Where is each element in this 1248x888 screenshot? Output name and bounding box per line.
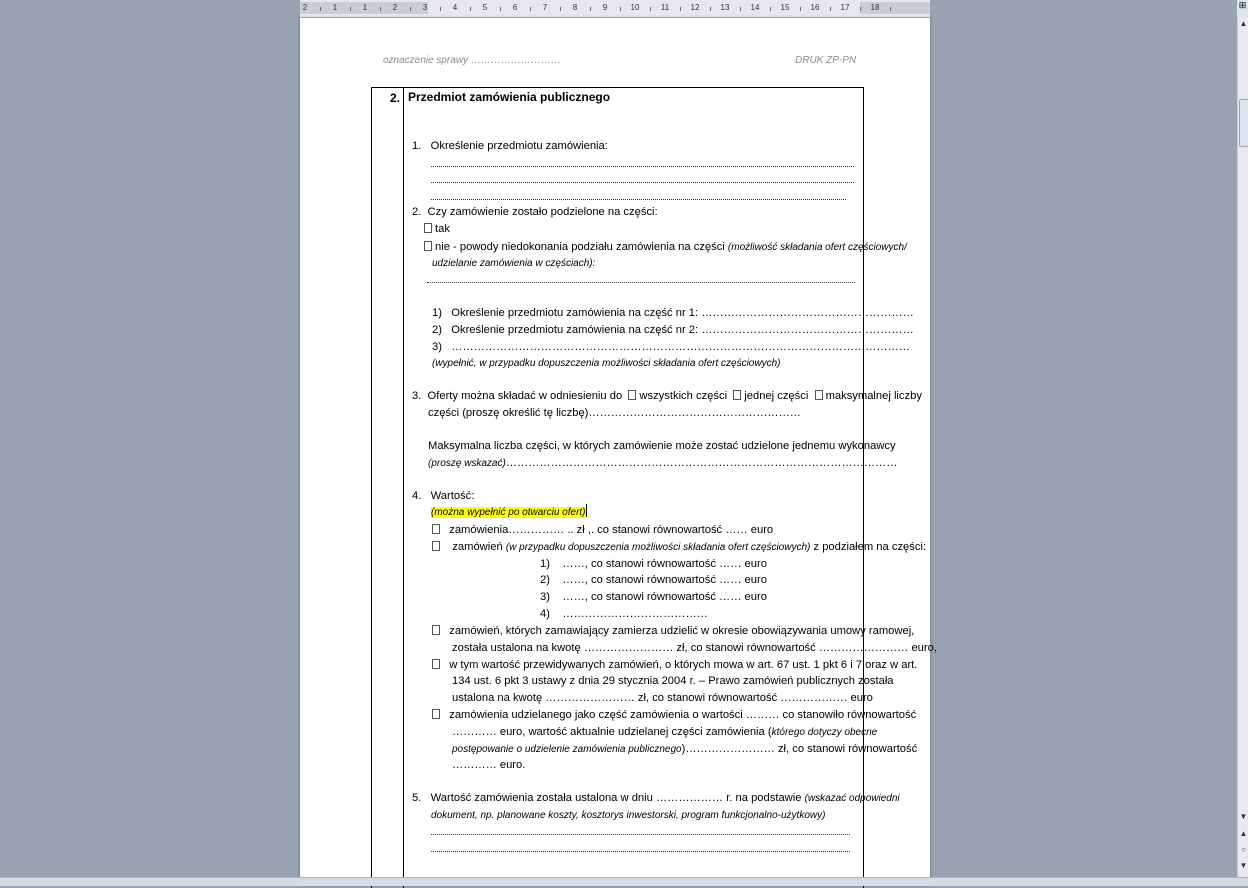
value-part-4: 4) ………………………………… bbox=[540, 608, 708, 620]
ruler-number: 5 bbox=[482, 3, 488, 12]
ruler-number: 1 bbox=[332, 3, 338, 12]
ruler-tick bbox=[320, 7, 321, 11]
horizontal-ruler[interactable] bbox=[300, 0, 930, 18]
q4-additional-2: 134 ust. 6 pkt 3 ustawy z dnia 29 stycznia 2004 r. – Prawo zamówień publicznych została bbox=[452, 675, 894, 687]
q4-framework-amount: została ustalona na kwotę …………………… zł, co stanowi równowartość …………………… euro, bbox=[452, 642, 937, 654]
ruler-tick bbox=[500, 7, 501, 11]
ruler-tick bbox=[350, 7, 351, 11]
q4-option-additional[interactable]: w tym wartość przewidywanych zamówień, o których mowa w art. 67 ust. 1 pkt 6 i 7 oraz w art. bbox=[432, 657, 917, 674]
ruler-tick bbox=[470, 7, 471, 11]
browse-object-icon[interactable]: ○ bbox=[1241, 845, 1246, 854]
ruler-number: 6 bbox=[512, 3, 518, 12]
ruler-number: 8 bbox=[572, 3, 578, 12]
vertical-scrollbar[interactable] bbox=[1237, 17, 1248, 877]
checkbox-icon[interactable] bbox=[815, 390, 823, 400]
checkbox-icon[interactable] bbox=[432, 709, 440, 719]
q3-line-2: części (proszę określić tę liczbę)………………………………………………… bbox=[428, 407, 801, 419]
ruler-number: 1 bbox=[362, 3, 368, 12]
fill-line[interactable] bbox=[431, 182, 854, 183]
ruler-tick bbox=[740, 7, 741, 11]
q4-additional-3: ustalona na kwotę …………………… zł, co stanowi równowartość ……………… euro bbox=[452, 692, 873, 704]
checkbox-icon[interactable] bbox=[733, 390, 741, 400]
previous-page-icon[interactable]: ▲ bbox=[1239, 829, 1248, 838]
ruler-number: 4 bbox=[452, 3, 458, 12]
section-content-cell[interactable] bbox=[404, 88, 937, 888]
document-page[interactable] bbox=[300, 18, 937, 885]
ruler-tick bbox=[440, 7, 441, 11]
q4-part-order-3: postępowanie o udzielenie zamówienia publicznego)…………………… zł, co stanowi równowartość bbox=[452, 743, 918, 755]
part-1-line: 1) Określenie przedmiotu zamówienia na część nr 1: ………………………………………………… bbox=[432, 307, 914, 319]
ruler-number: 2 bbox=[302, 3, 308, 12]
q4-part-order-4: ………… euro. bbox=[452, 759, 526, 771]
ruler-tick bbox=[680, 7, 681, 11]
fill-line[interactable] bbox=[431, 166, 854, 167]
value-part-1: 1) ……, co stanowi równowartość …… euro bbox=[540, 558, 767, 570]
q2-label: 2. Czy zamówienie zostało podzielone na części: bbox=[412, 206, 658, 218]
ruler-number: 2 bbox=[392, 3, 398, 12]
ruler-tick bbox=[800, 7, 801, 11]
option-nie[interactable]: nie - powody niedokonania podziału zamówienia na części (możliwość składania ofert częściowych/ bbox=[424, 239, 907, 256]
ruler-tick bbox=[590, 7, 591, 11]
q3-max-2: (proszę wskazać)…………………………………………………………………………………………… bbox=[428, 457, 898, 469]
q4-label: 4. Wartość: bbox=[412, 490, 475, 502]
ruler-tick bbox=[860, 7, 861, 11]
q4-hint: (można wypełnić po otwarciu ofert) bbox=[431, 504, 587, 521]
ruler-number: 3 bbox=[422, 3, 428, 12]
ruler-tick bbox=[530, 7, 531, 11]
scroll-up-icon[interactable]: ▲ bbox=[1239, 19, 1248, 28]
q5-line-2: dokument, np. planowane koszty, kosztorys inwestorski, program funkcjonalno-użytkowy) bbox=[431, 810, 826, 821]
ruler-tick bbox=[710, 7, 711, 11]
fill-line[interactable] bbox=[427, 282, 855, 283]
ruler-tick bbox=[650, 7, 651, 11]
q4-option-a[interactable]: zamówienia…………… .. zł ,. co stanowi równowartość …… euro bbox=[432, 522, 773, 539]
q4-option-framework[interactable]: zamówień, których zamawiający zamierza udzielić w okresie obowiązywania umowy ramowej, bbox=[432, 623, 914, 640]
ruler-number: 11 bbox=[660, 3, 670, 12]
ruler-number: 13 bbox=[720, 3, 730, 12]
case-designation: oznaczenie sprawy ……………………… bbox=[383, 55, 561, 66]
ruler-number: 7 bbox=[542, 3, 548, 12]
checkbox-icon[interactable] bbox=[432, 659, 440, 669]
q5-line-1: 5. Wartość zamówienia została ustalona w dniu ……………… r. na podstawie (wskazać odpowiedni bbox=[412, 792, 900, 804]
next-page-icon[interactable]: ▼ bbox=[1239, 861, 1248, 870]
scroll-down-icon[interactable]: ▼ bbox=[1239, 812, 1248, 821]
checkbox-icon[interactable] bbox=[628, 390, 636, 400]
text-cursor bbox=[586, 504, 587, 517]
value-part-2: 2) ……, co stanowi równowartość …… euro bbox=[540, 574, 767, 586]
part-3-line: 3) …………………………………………………………………………………………………………… bbox=[432, 341, 910, 353]
fill-line[interactable] bbox=[431, 199, 846, 200]
checkbox-icon[interactable] bbox=[424, 223, 432, 233]
q1-label: 1. Określenie przedmiotu zamówienia: bbox=[412, 140, 608, 152]
ruler-tick bbox=[830, 7, 831, 11]
parts-note: (wypełnić, w przypadku dopuszczenia możliwości składania ofert częściowych) bbox=[432, 358, 781, 369]
part-2-line: 2) Określenie przedmiotu zamówienia na część nr 2: ………………………………………………… bbox=[432, 324, 914, 336]
view-ruler-icon[interactable]: ⊞ bbox=[1237, 0, 1248, 17]
value-part-3: 3) ……, co stanowi równowartość …… euro bbox=[540, 591, 767, 603]
ruler-number: 10 bbox=[630, 3, 640, 12]
fill-line[interactable] bbox=[431, 851, 850, 852]
ruler-number: 16 bbox=[810, 3, 820, 12]
section-title: Przedmiot zamówienia publicznego bbox=[408, 90, 611, 104]
ruler-number: 15 bbox=[780, 3, 790, 12]
ruler-tick bbox=[410, 7, 411, 11]
ruler-number: 12 bbox=[690, 3, 700, 12]
option-tak[interactable]: tak bbox=[424, 221, 450, 238]
ruler-tick bbox=[380, 7, 381, 11]
q4-option-part-order[interactable]: zamówienia udzielanego jako część zamówienia o wartości ……… co stanowiło równowartość bbox=[432, 707, 916, 724]
form-table bbox=[371, 87, 937, 888]
fill-line[interactable] bbox=[431, 834, 850, 835]
nie-note: udzielanie zamówienia w częściach): bbox=[432, 258, 596, 269]
ruler-number: 14 bbox=[750, 3, 760, 12]
ruler-tick bbox=[560, 7, 561, 11]
checkbox-icon[interactable] bbox=[432, 524, 440, 534]
q4-part-order-2: ………… euro, wartość aktualnie udzielanej części zamówienia (którego dotyczy obecne bbox=[452, 726, 878, 738]
ruler-number: 17 bbox=[840, 3, 850, 12]
checkbox-icon[interactable] bbox=[432, 625, 440, 635]
scroll-thumb[interactable] bbox=[1239, 99, 1248, 147]
ruler-number: 18 bbox=[870, 3, 880, 12]
ruler-number: 9 bbox=[602, 3, 608, 12]
q3-line-1: 3. Oferty można składać w odniesieniu do wszystkich części jednej części maksymalnej liczby bbox=[412, 390, 922, 402]
ruler-tick bbox=[770, 7, 771, 11]
q4-option-parts[interactable]: zamówień (w przypadku dopuszczenia możliwości składania ofert częściowych) z podziałem na części: bbox=[432, 539, 926, 556]
checkbox-icon[interactable] bbox=[424, 241, 432, 251]
q3-max-1: Maksymalna liczba części, w których zamówienie może zostać udzielone jednemu wykonawcy bbox=[428, 440, 896, 452]
section-number: 2. bbox=[389, 91, 400, 105]
section-number-cell bbox=[372, 88, 404, 888]
checkbox-icon[interactable] bbox=[432, 541, 440, 551]
ruler-tick bbox=[890, 7, 891, 11]
ruler-tick bbox=[620, 7, 621, 11]
form-code: DRUK ZP-PN bbox=[795, 55, 857, 66]
